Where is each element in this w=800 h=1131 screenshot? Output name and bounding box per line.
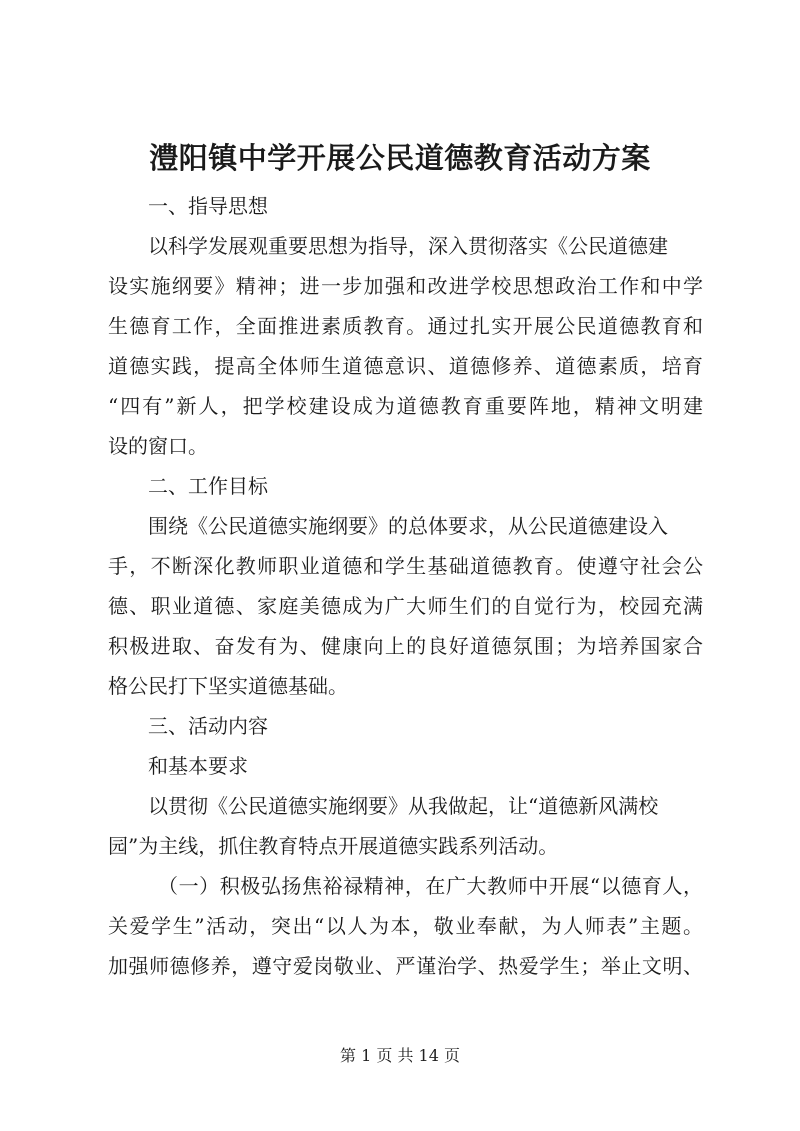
document-body <box>108 186 703 986</box>
paragraph-guiding-thought <box>108 226 703 466</box>
paragraph-line: 关爱学生”活动，突出“以人为本，敬业奉献，为人师表”主题。 <box>108 914 703 938</box>
section-heading-guiding-thought: 一、指导思想 <box>148 194 268 218</box>
paragraph-activity-one <box>108 866 703 986</box>
document-title: 澧阳镇中学开展公民道德教育活动方案 <box>149 141 651 175</box>
page-number-footer: 第 1 页 共 14 页 <box>340 1046 460 1065</box>
paragraph-line: 园”为主线，抓住教育特点开展道德实践系列活动。 <box>108 834 559 858</box>
paragraph-line: “四有”新人，把学校建设成为道德教育重要阵地，精神文明建 <box>108 394 703 418</box>
paragraph-line: 道德实践，提高全体师生道德意识、道德修养、道德素质，培育 <box>108 354 703 378</box>
paragraph-line: 设实施纲要》精神；进一步加强和改进学校思想政治工作和中学 <box>108 274 703 298</box>
section-heading-activity-content: 三、活动内容 <box>148 714 268 738</box>
paragraph-line: 格公民打下坚实道德基础。 <box>108 674 348 698</box>
paragraph-line: 加强师德修养，遵守爱岗敬业、严谨治学、热爱学生；举止文明、 <box>108 954 703 978</box>
paragraph-line: 围绕《公民道德实施纲要》的总体要求，从公民道德建设入 <box>148 514 668 538</box>
paragraph-line: 手，不断深化教师职业道德和学生基础道德教育。使遵守社会公 <box>108 554 703 578</box>
paragraph-line: （一）积极弘扬焦裕禄精神，在广大教师中开展“以德育人， <box>158 874 703 898</box>
section-heading-work-goals: 二、工作目标 <box>148 474 268 498</box>
paragraph-activity-mainline <box>108 786 703 866</box>
section-subheading-basic-requirements: 和基本要求 <box>148 754 248 778</box>
paragraph-line: 以科学发展观重要思想为指导，深入贯彻落实《公民道德建 <box>148 234 668 258</box>
paragraph-line: 设的窗口。 <box>108 434 208 458</box>
paragraph-work-goals <box>108 506 703 706</box>
paragraph-line: 以贯彻《公民道德实施纲要》从我做起，让“道德新风满校 <box>148 794 659 818</box>
paragraph-line: 德、职业道德、家庭美德成为广大师生们的自觉行为，校园充满 <box>108 594 703 618</box>
paragraph-line: 积极进取、奋发有为、健康向上的良好道德氛围；为培养国家合 <box>108 634 703 658</box>
paragraph-line: 生德育工作，全面推进素质教育。通过扎实开展公民道德教育和 <box>108 314 703 338</box>
